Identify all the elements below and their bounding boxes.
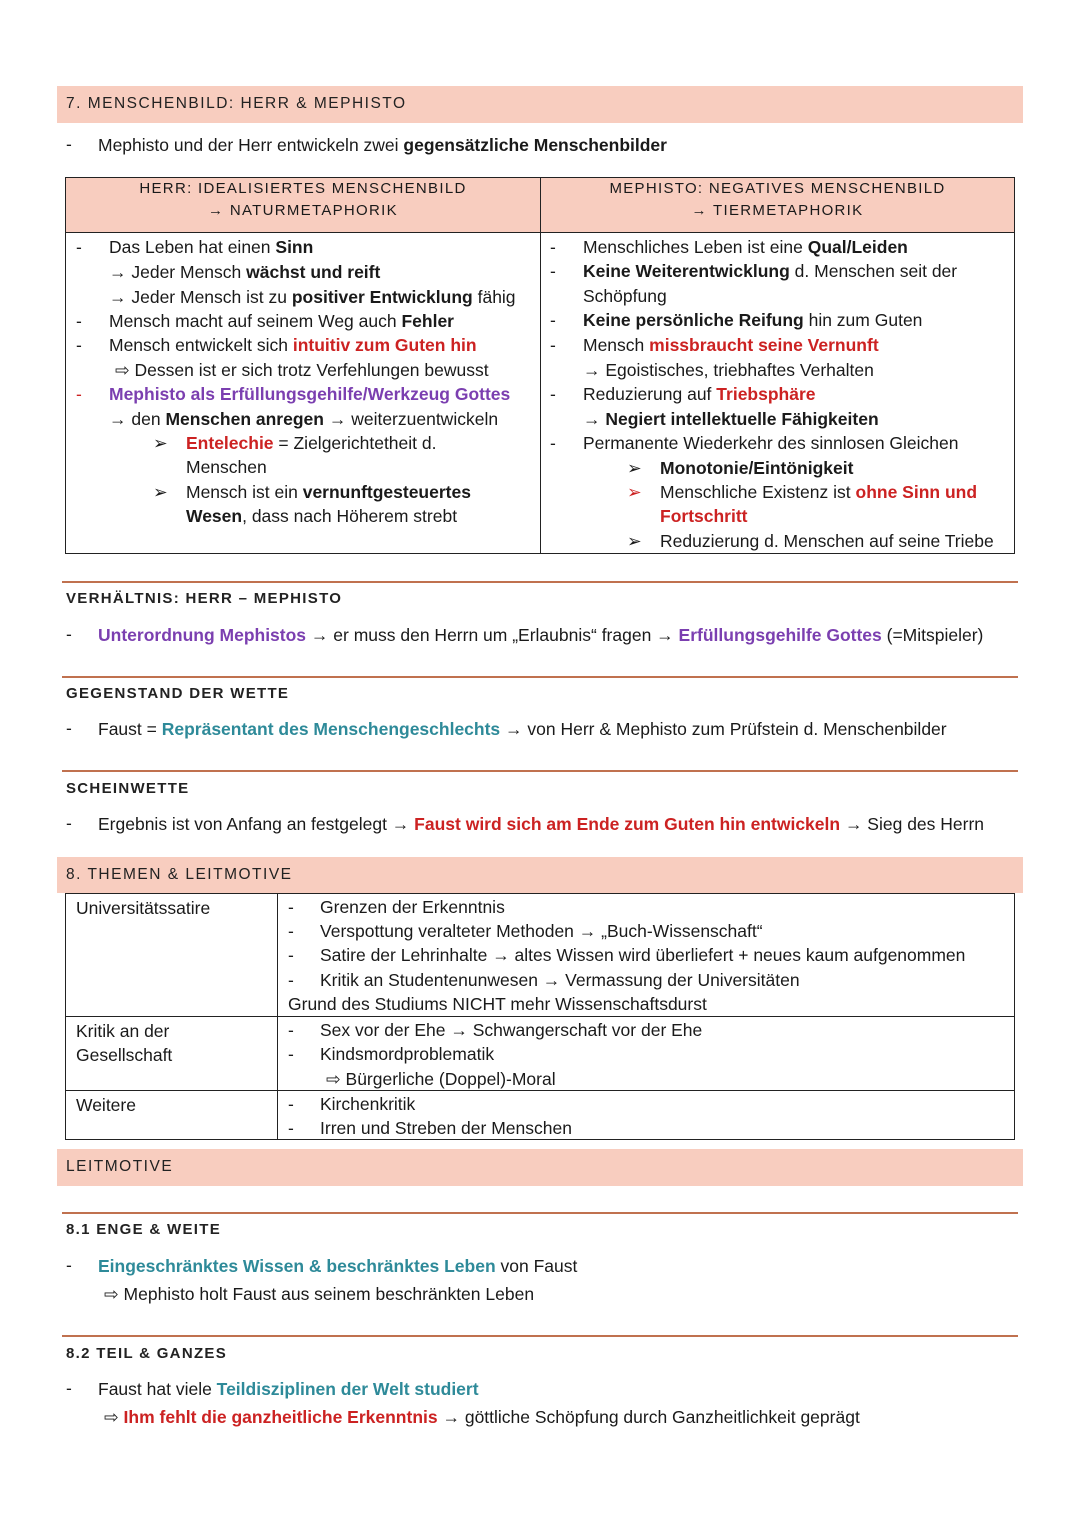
verhaeltnis-heading: VERHÄLTNIS: HERR – MEPHISTO — [66, 590, 343, 607]
wette-text: Faust = Repräsentant des Menschengeschlechts → von Herr & Mephisto zum Prüfstein d. Menschenbilder — [98, 719, 947, 739]
section-8-title: 8. THEMEN & LEITMOTIVE — [66, 866, 293, 883]
themen-label: Kritik an der Gesellschaft — [66, 1017, 278, 1091]
themen-item: Satire der Lehrinhalte → altes Wissen wird überliefert + neues kaum aufgenommen — [320, 945, 966, 965]
themen-item: Grenzen der Erkenntnis — [320, 897, 505, 917]
themen-content: - Grenzen der Erkenntnis - Verspottung veralteter Methoden → „Buch-Wissenschaft“ - Satire der Lehrinhalte → altes Wissen wird überliefert + neues kaum aufgenommen - Kritik an Studentenunwesen → Vermassung der Universitäten Grund des Studiums NICHT mehr Wissenschaftsdurst — [278, 894, 1015, 1017]
themen-item: Kritik an Studentenunwesen → Vermassung der Universitäten — [320, 970, 800, 990]
divider — [62, 1335, 1018, 1337]
section-7-header — [57, 86, 1023, 123]
herr-cell: - Das Leben hat einen Sinn → Jeder Mensch wächst und reift → Jeder Mensch ist zu positiver Entwicklung fähig - Mensch macht auf seinem Weg auch Fehler - Mensch entwickelt sich intuitiv zum Guten hin ⇨ Dessen ist er sich trotz Verfehlungen bewusst - Mephisto als Erfüllungsgehilfe/Werkzeug Gottes → den Menschen anregen → weiterzuentwickeln ➢ Entelechie = Zielgerichtetheit d. Menschen ➢ Mensch ist ein vernunftgesteuertes Wesen, dass nach Höherem strebt — [66, 233, 541, 554]
enge-weite-heading: 8.1 ENGE & WEITE — [66, 1221, 221, 1238]
teil-ganzes-heading: 8.2 TEIL & GANZES — [66, 1345, 228, 1362]
divider — [62, 1212, 1018, 1214]
enge-weite-sub: ⇨ Mephisto holt Faust aus seinem beschränkten Leben — [104, 1284, 535, 1304]
herr-header: HERR: IDEALISIERTES MENSCHENBILD → NATURMETAPHORIK — [66, 178, 541, 233]
leitmotive-header — [57, 1149, 1023, 1186]
herr-line: ⇨ Dessen ist er sich trotz Verfehlungen bewusst — [115, 360, 489, 380]
herr-line: Mensch ist ein vernunftgesteuertes — [186, 482, 471, 502]
herr-line: Entelechie = Zielgerichtetheit d. — [186, 433, 437, 453]
herr-line: Mephisto als Erfüllungsgehilfe/Werkzeug Gottes — [109, 384, 511, 404]
mephisto-line: Menschliches Leben ist eine Qual/Leiden — [583, 237, 908, 257]
herr-line: → Jeder Mensch wächst und reift — [109, 262, 381, 282]
themen-item: Sex vor der Ehe → Schwangerschaft vor der Ehe — [320, 1020, 703, 1040]
mephisto-line: Monotonie/Eintönigkeit — [660, 458, 854, 478]
wette-heading: GEGENSTAND DER WETTE — [66, 685, 290, 702]
leitmotive-title: LEITMOTIVE — [66, 1158, 174, 1175]
mephisto-line: Schöpfung — [583, 286, 667, 306]
herr-line: Menschen — [186, 457, 267, 477]
divider — [62, 770, 1018, 772]
scheinwette-text: Ergebnis ist von Anfang an festgelegt → Faust wird sich am Ende zum Guten hin entwickeln → Sieg des Herrn — [98, 814, 985, 834]
themen-item: ⇨ Bürgerliche (Doppel)-Moral — [326, 1069, 556, 1089]
divider — [62, 581, 1018, 583]
herr-line: Wesen, dass nach Höherem strebt — [186, 506, 458, 526]
mephisto-line: → Egoistisches, triebhaftes Verhalten — [583, 360, 874, 380]
mephisto-line: Reduzierung d. Menschen auf seine Triebe — [660, 531, 994, 551]
themen-label: Universitätssatire — [66, 894, 278, 1017]
herr-line: Mensch macht auf seinem Weg auch Fehler — [109, 311, 454, 331]
themen-item: Grund des Studiums NICHT mehr Wissenschaftsdurst — [288, 994, 707, 1014]
section-7-intro: Mephisto und der Herr entwickeln zwei gegensätzliche Menschenbilder — [98, 135, 667, 155]
section-8-header — [57, 857, 1023, 893]
enge-weite-text: Eingeschränktes Wissen & beschränktes Leben von Faust — [98, 1256, 578, 1276]
themen-item: Verspottung veralteter Methoden → „Buch-Wissenschaft“ — [320, 921, 763, 941]
herr-line: → den Menschen anregen → weiterzuentwickeln — [109, 409, 499, 429]
themen-label: Weitere — [66, 1091, 278, 1140]
verhaeltnis-text: Unterordnung Mephistos → er muss den Herrn um „Erlaubnis“ fragen → Erfüllungsgehilfe Gottes (=Mitspieler) — [98, 625, 984, 645]
themen-item: Kindsmordproblematik — [320, 1044, 495, 1064]
herr-line: → Jeder Mensch ist zu positiver Entwicklung fähig — [109, 287, 516, 307]
teil-ganzes-sub: ⇨ Ihm fehlt die ganzheitliche Erkenntnis → göttliche Schöpfung durch Ganzheitlichkeit geprägt — [104, 1407, 860, 1427]
mephisto-line: Menschliche Existenz ist ohne Sinn und — [660, 482, 978, 502]
mephisto-line: Keine Weiterentwicklung d. Menschen seit der — [583, 261, 958, 281]
mephisto-cell: - Menschliches Leben ist eine Qual/Leiden - Keine Weiterentwicklung d. Menschen seit der Schöpfung - Keine persönliche Reifung hin zum Guten - Mensch missbraucht seine Vernunft → Egoistisches, triebhaftes Verhalten - Reduzierung auf Triebsphäre → Negiert intellektuelle Fähigkeiten - Permanente Wiederkehr des sinnlosen Gleichen ➢ Monotonie/Eintönigkeit ➢ Menschliche Existenz ist ohne Sinn und Fortschritt ➢ Reduzierung d. Menschen auf seine Triebe — [541, 233, 1015, 554]
section-7-title: 7. MENSCHENBILD: HERR & MEPHISTO — [66, 95, 407, 112]
themen-item: Kirchenkritik — [320, 1094, 416, 1114]
mephisto-line: Mensch missbraucht seine Vernunft — [583, 335, 879, 355]
mephisto-line: Keine persönliche Reifung hin zum Guten — [583, 310, 923, 330]
teil-ganzes-text: Faust hat viele Teildisziplinen der Welt studiert — [98, 1379, 479, 1399]
mephisto-header: MEPHISTO: NEGATIVES MENSCHENBILD → TIERMETAPHORIK — [541, 178, 1015, 233]
themen-item: Irren und Streben der Menschen — [320, 1118, 572, 1138]
themen-table — [65, 893, 1015, 1140]
herr-line: Mensch entwickelt sich intuitiv zum Guten hin — [109, 335, 477, 355]
mephisto-line: Reduzierung auf Triebsphäre — [583, 384, 816, 404]
herr-line: Das Leben hat einen Sinn — [109, 237, 314, 257]
mephisto-line: Permanente Wiederkehr des sinnlosen Gleichen — [583, 433, 959, 453]
themen-content: - Sex vor der Ehe → Schwangerschaft vor der Ehe - Kindsmordproblematik ⇨ Bürgerliche (Doppel)-Moral — [278, 1017, 1015, 1091]
menschenbild-table — [65, 177, 1015, 554]
mephisto-line: Fortschritt — [660, 506, 748, 526]
mephisto-line: → Negiert intellektuelle Fähigkeiten — [583, 409, 879, 429]
scheinwette-heading: SCHEINWETTE — [66, 780, 190, 797]
themen-content: - Kirchenkritik - Irren und Streben der Menschen — [278, 1091, 1015, 1140]
bullet-dash: - — [66, 134, 72, 154]
divider — [62, 676, 1018, 678]
